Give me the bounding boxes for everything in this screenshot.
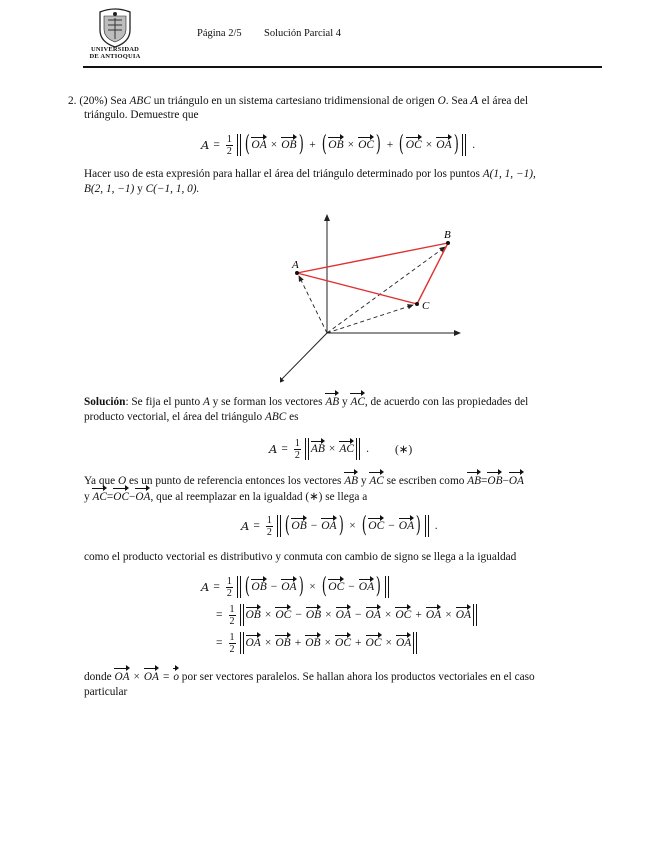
triangle-figure [280,205,470,387]
triangle-side-AB [297,243,448,273]
area-formula-star: A = $\frac{1}{2}$ AB × AC . (∗) [269,437,413,461]
solution-line-2: producto vectorial, el área del triángulo ABC es [84,411,299,423]
vector-OB [327,247,445,333]
header-rule [83,66,602,68]
problem-line-1: 2. (20%) Sea ABC un triángulo en un sistema cartesiano tridimensional de origen O. Sea A el área del [68,94,528,107]
label-A: A [292,259,299,271]
point-C [415,302,419,306]
vector-OA [299,276,327,333]
derivation-line-2: = $\frac{1}{2}$ OB × OC − OB × OA − OA × OC + OA × OA [212,603,479,627]
university-logo [89,8,141,64]
crest-icon [92,8,138,48]
triangle-side-CA [297,273,417,304]
solution-line-5: como el producto vectorial es distributivo y conmuta con cambio de signo se llega a la igualdad [84,551,517,563]
solution-line-4: y AC=OC−OA, que al reemplazar en la igualdad (∗) se llega a [84,491,368,503]
triangle-side-BC [417,243,448,304]
point-A [295,271,299,275]
label-B: B [444,229,451,241]
area-formula-1: A = $\frac{1}{2}$ ( OA × OB ) + ( OB × OC ) + ( OC × OA ) . [201,132,476,157]
solution-line-3: Ya que O es un punto de referencia entonces los vectores AB y AC se escriben como AB=OB−OA [84,475,524,487]
vector-OC [327,305,413,333]
point-B [446,241,450,245]
solution-line-6: donde OA × OA = o por ser vectores paralelos. Se hallan ahora los productos vectoriales en el caso [84,671,535,683]
solution-line-1: Solución: Se fija el punto A y se forman los vectores AB y AC, de acuerdo con las propiedades del [84,396,529,408]
label-C: C [422,300,430,312]
logo-text: UNIVERSIDAD DE ANTIOQUIA [89,46,141,60]
solution-line-7: particular [84,686,128,698]
derivation-line-1: A = $\frac{1}{2}$ ( OB − OA ) × ( OC − OA ) [201,575,391,599]
problem-line-2: triángulo. Demuestre que [84,109,199,121]
page-number: Página 2/5 [197,28,242,39]
instruction-line-1: Hacer uso de esta expresión para hallar el área del triángulo determinado por los puntos A(1, 1, −1), [84,168,536,180]
instruction-line-2: B(2, 1, −1) y C(−1, 1, 0). [84,183,200,195]
derivation-line-3: = $\frac{1}{2}$ OA × OB + OB × OC + OC × OA [212,631,419,655]
x-axis [280,333,327,383]
area-formula-substituted: A = $\frac{1}{2}$ ( OB − OA ) × ( OC − OA ) . [241,513,438,538]
document-title: Solución Parcial 4 [264,28,341,39]
